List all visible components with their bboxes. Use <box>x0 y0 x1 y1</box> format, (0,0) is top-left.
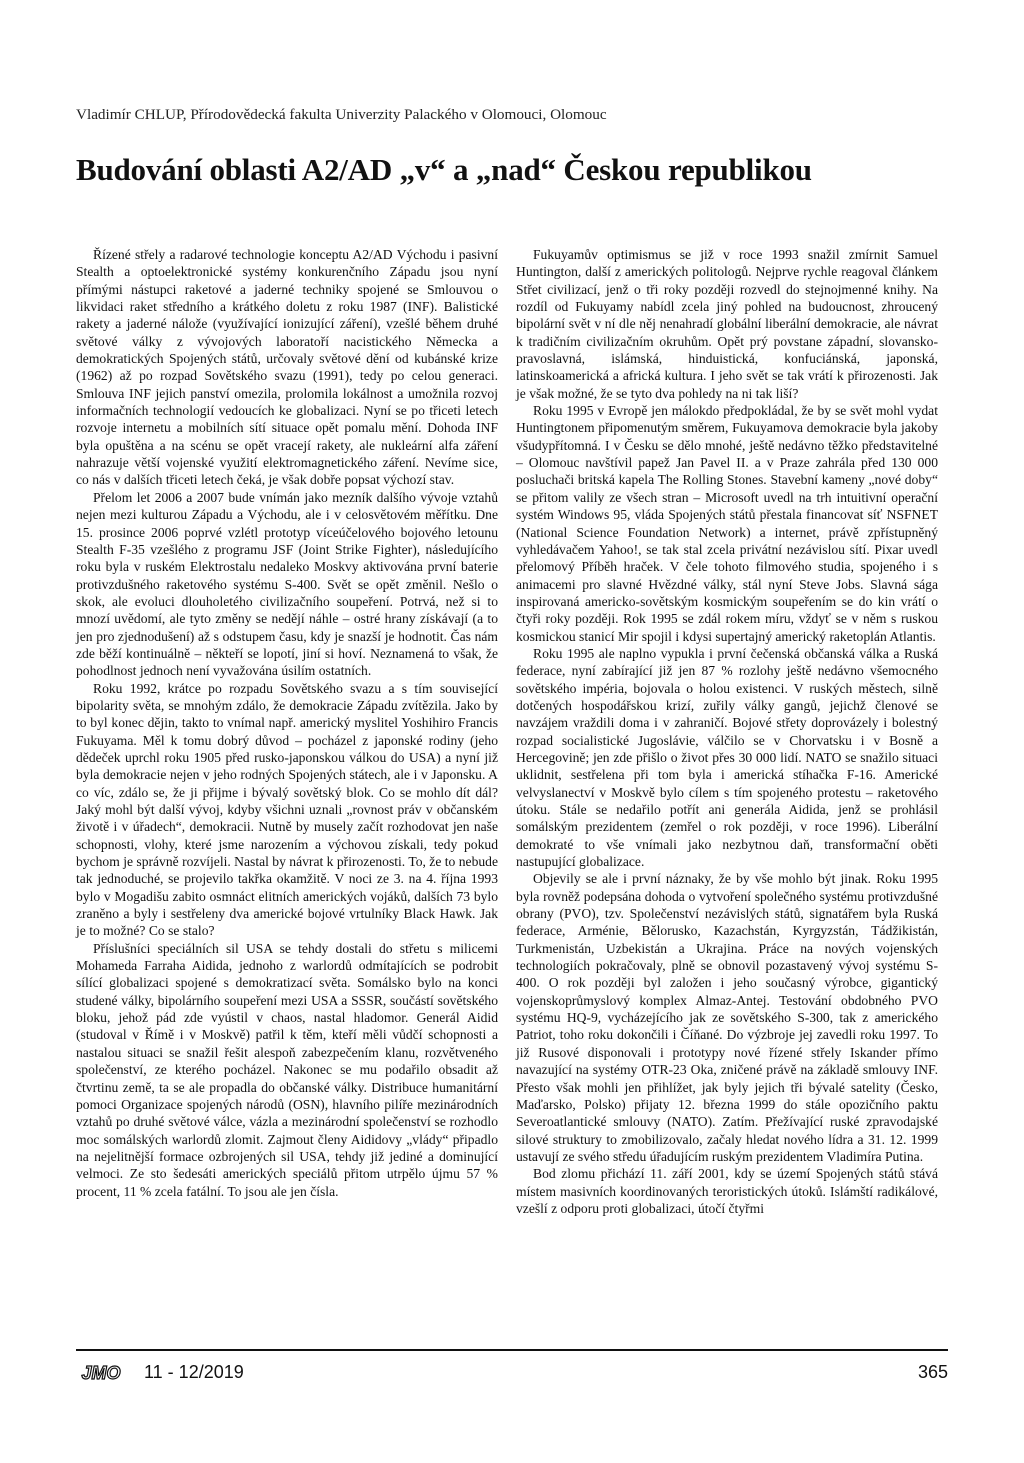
issue-number: 11 - 12/2019 <box>144 1362 244 1382</box>
journal-logo-text: JMO <box>81 1363 121 1383</box>
paragraph: Příslušníci speciálních sil USA se tehdy dostali do střetu s milicemi Mohameda Farraha Aidida, jednoho z warlordů odmítajících se podrobit sílící globalizaci spojené s demokratizací světa. Somálsko bylo na konci studené války, bipolárního soupeření mezi USA a SSSR, součástí sovětského bloku, jehož pád zde vyústil v chaos, nastal hladomor. Generál Aidid (studoval v Římě i v Moskvě) patřil k těm, kteří měli vůdčí schopnosti a nastalou situaci se snažil řešit alespoň zabezpečením klanu, rozvětveného společenství, ze kterého pocházel. Nakonec se mu podařilo obsadit až čtvrtinu země, ta se ale propadla do občanské války. Distribuce humanitární pomoci Organizace spojených národů (OSN), hlavního pilíře mezinárodních vztahů po druhé světové válce, vázla a mezinárodní společenství se rozhodlo moc somálských warlordů zlomit. Zajmout členy Aididovy „vlády“ připadlo na nejelitnější formace ozbrojených sil USA, tehdy již jediné a dominující velmoci. Ze sto šedesáti amerických speciálů přitom utrpělo újmu 57 % procent, 11 % zcela fatální. To jsou ale jen čísla. <box>76 940 498 1199</box>
paragraph: Roku 1995 ale naplno vypukla i první čečenská občanská válka a Ruská federace, nyní zabírající již jen 87 % rozlohy ještě nedávno všemocného sovětského impéria, bojovala o holou existenci. V ruských městech, silně dotčených hospodářskou krizí, zuřily války gangů, jejichž členové se navzájem vraždili doma i v zahraničí. Bojové střety doprovázely i bolestný rozpad socialistické Jugoslávie, válčilo se v Chorvatsku i v Bosně a Hercegovině; jen zde přišlo o život přes 30 000 lidí. NATO se snažilo situaci uklidnit, sestřelena při tom byla i americká stíhačka F-16. Americké velvyslanectví v Moskvě bylo cílem s tím spojeného protestu – raketového útoku. Stále se nedařilo potřít ani generála Aidida, jenž se prohlásil somálským prezidentem (zemřel o rok později, v roce 1996). Liberální demokraté to vše vnímali jako nezbytnou daň, transformační oběti nastupující globalizace. <box>516 645 938 870</box>
page-number: 365 <box>917 1362 948 1382</box>
paragraph: Objevily se ale i první náznaky, že by vše mohlo být jinak. Roku 1995 byla rovněž podepsána dohoda o vytvoření společného systému protivzdušné obrany (PVO), tzv. Společenství nezávislých států, signatářem byla Ruská federace, Arménie, Bělorusko, Kazachstán, Kyrgyzstán, Tádžikistán, Turkmenistán, Uzbekistán a Ukrajina. Práce na nových vojenských technologiích pokračovaly, plně se obnovil pozastavený vývoj systému S-400. O rok později byl založen i jeho současný výrobce, gigantický vojenskoprůmyslový komplex Almaz-Antej. Testování obdobného PVO systému HQ-9, vycházejícího jak ze sovětského S-300, tak z amerického Patriot, toho roku dokončili i Číňané. Do výzbroje jej zavedli roku 1997. To již Rusové disponovali i prototypy nové řízené střely Iskander přímo navazující na systémy OTR-23 Oka, zničené právě na základě smlouvy INF. Přesto však mohli jen přihlížet, jak byly jejich tři bývalé satelity (Česko, Maďarsko, Polsko) přijaty 12. března 1999 do stále opozičního paktu Severoatlantické smlouvy (NATO). Zatím. Přežívající ruské zpravodajské silové struktury to zmobilizovalo, začaly hledat nového lídra a 31. 12. 1999 ustavují ze svého středu úřadujícím ruským prezidentem Vladimíra Putina. <box>516 871 938 1164</box>
author-line: Vladimír CHLUP, Přírodovědecká fakulta Univerzity Palackého v Olomouci, Olomouc <box>76 106 607 123</box>
paragraph: Přelom let 2006 a 2007 bude vnímán jako mezník dalšího vývoje vztahů nejen mezi kulturou Západu a Východu, ale i v celosvětovém měřítku. Dne 15. prosince 2006 poprvé vzlétl prototyp víceúčelového bojového letounu Stealth F-35 vzešlého z programu JSF (Joint Strike Fighter), následujícího roku byla v ruském Elektrostalu nedaleko Moskvy aktivována první baterie protivzdušného raketového systému S-400. Svět se opět změnil. Nešlo o skok, ale evoluci dlouholetého civilizačního soupeření. Potrvá, než si to mnozí uvědomí, ale tyto změny se nedějí náhle – ostré hrany získávají (a to jen pro zjednodušení) až s odstupem času, kdy je snazší je hodnotit. Čas nám zde běží kontinuálně – někteří se lopotí, jiní si hoví. Neznamená to však, že pohodlnost jednoch není vyvažována úsilím ostatních. <box>76 489 498 679</box>
journal-logo <box>76 1362 126 1384</box>
paragraph: Fukuyamův optimismus se již v roce 1993 snažil zmírnit Samuel Huntington, další z amerických politologů. Nejprve rychle reagoval článkem Střet civilizací, jenž o tři roky později rozvedl do stejnojmenné knihy. Na rozdíl od Fukuyamy nabídl zcela jiný pohled na budoucnost, zhroucený bipolární svět v ní dle něj nenahradí globální liberální demokracie, ale návrat k tradičním civilizačním okruhům. Opět prý povstane západní, slovansko-pravoslavná, islámská, hinduistická, konfuciánská, japonská, latinskoamerická a africká kultura. I jeho svět se tak vrátí k přirozenosti. Jak je však možné, že se tyto dva pohledy na ni tak liší? <box>516 247 938 401</box>
paragraph: Bod zlomu přichází 11. září 2001, kdy se území Spojených států stává místem masivních koordinovaných teroristických útoků. Islámští radikálové, vzešlí z odporu proti globalizaci, útočí čtyřmi <box>516 1166 938 1216</box>
left-column <box>76 246 498 1200</box>
footer-rule <box>76 1349 948 1351</box>
paragraph: Roku 1992, krátce po rozpadu Sovětského svazu a s tím související bipolarity světa, se mnohým zdálo, že demokracie Západu zvítězila. Jako by to byl konec dějin, takto to vnímal např. americký myslitel Yoshihiro Francis Fukuyama. Měl k tomu dobrý důvod – pocházel z japonské rodiny (jeho dědeček uprchl roku 1905 před rusko-japonskou válkou do USA) a nyní již byla demokracie nejen v jeho rodných Spojených státech, ale i v Japonsku. A co víc, zdálo se, že ji přijme i bývalý sovětský blok. Co se mohlo dít dál? Jaký mohl být další vývoj, kdyby všichni uznali „rovnost práv v občanském životě i v úřadech“, demokracii. Nutně by musely začít rozhodovat jen naše schopnosti, vlohy, které jsme narozením a výchovou získali, tedy pokud bychom je správně rozvíjeli. Nastal by návrat k přirozenosti. To, že to nebude tak jednoduché, se projevilo takřka okamžitě. V noci ze 3. na 4. října 1993 bylo v Mogadišu zabito osmnáct elitních amerických vojáků, dalších 73 bylo zraněno a byly i sestřeleny dva americké bojové vrtulníky Black Hawk. Jak je to možné? Co se stalo? <box>76 680 498 939</box>
article-title: Budování oblasti A2/AD „v“ a „nad“ Českou republikou <box>76 152 812 187</box>
right-column <box>516 246 938 1217</box>
paragraph: Roku 1995 v Evropě jen málokdo předpokládal, že by se svět mohl vydat Huntingtonem připomenutým směrem, Fukuyamova demokracie byla jakoby všudypřítomná. I v Česku se dělo mnohé, ještě nedávno těžko představitelné – Olomouc navštívil papež Jan Pavel II. a v Praze zahrála před 130 000 posluchači britská kapela The Rolling Stones. Stavební kameny „nové doby“ se přitom valily ze všech stran – Microsoft uvedl na trh intuitivní operační systém Windows 95, vláda Spojených států přestala financovat síť NSFNET (National Science Foundation Network) a internet, právě zpřístupněný vyhledávačem Yahoo!, se tak stal zcela privátní nezávislou sítí. Pixar uvedl přelomový Příběh hraček. V čele tohoto filmového studia, spojeného i s animacemi pro slavné Hvězdné války, stál nyní Steve Jobs. Slavná sága inspirovaná americko-sovětským kosmickým soupeřením se do kin vrátí o čtyři roky později. Rok 1995 se zdál rokem míru, vždyť se v něm s ruskou kosmickou stanicí Mir spojil i kdysi supertajný americký raketoplán Atlantis. <box>516 403 938 644</box>
paragraph: Řízené střely a radarové technologie konceptu A2/AD Východu i pasivní Stealth a optoelektronické systémy konkurenčního Západu jsou nyní přímými nástupci raketové a jaderné techniky spojené se Smlouvou o likvidaci raket středního a krátkého doletu z roku 1987 (INF). Balistické rakety a jaderné nálože (využívající ionizující záření), vzešlé během druhé světové války z vývojových laboratoří nacistického Německa a demokratických Spojených států, určovaly světové dění od kubánské krize (1962) až po rozpad Sovětského svazu (1991), tedy po celou generaci. Smlouva INF jejich panství omezila, prolomila lokálnost a umožnila rozvoj informačních technologií vedoucích ke globalizaci. Nyní se po třiceti letech rozvoje internetu a mobilních sítí situace opět pomalu mění. Dohoda INF byla opuštěna a na scénu se opět vracejí rakety, ale nukleární alfa záření nahrazuje větší vojenské využití elektromagnetického záření. Nevíme sice, co nás v dalších třiceti letech čeká, je však dobře popsat výchozí stav. <box>76 247 498 488</box>
